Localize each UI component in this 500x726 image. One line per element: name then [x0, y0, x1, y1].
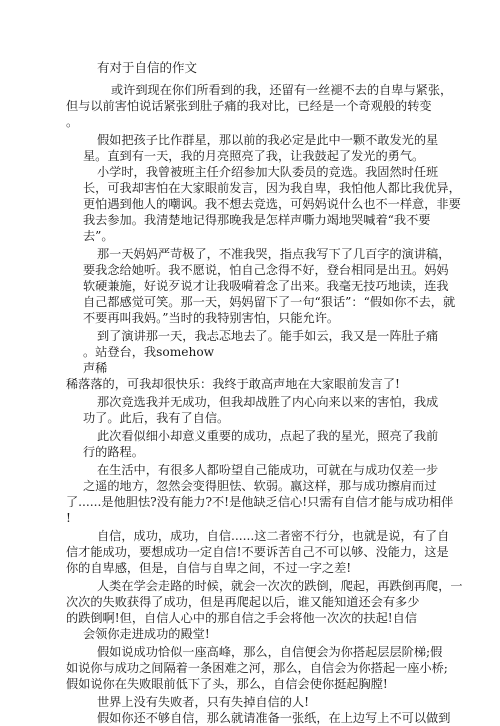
text-line: 我去参加。我清楚地记得那晚我是怎样声嘶力竭地哭喊着“我不要	[83, 213, 431, 227]
text-line: 稀落落的，可我却很快乐：我终于敢高声地在大家眼前发言了!	[66, 377, 400, 391]
text-line: 自己都感觉可笑。那一天，妈妈留下了一句“狠话”：“假如你不去，就	[83, 295, 456, 309]
text-line: 之遥的地方，忽然会变得胆怯、软弱。嬴这样，那与成功擦肩而过	[83, 479, 437, 493]
document-title: 有对于自信的作文	[97, 60, 198, 75]
text-line: 自信，成功，成功，自信......这二者密不行分，也就是说，有了自	[97, 529, 450, 543]
text-line: 假如说成功恰似一座高峰，那么，自信便会为你搭起层层阶梯;假	[97, 645, 443, 659]
text-line: 星。直到有一天，我的月亮照亮了我，让我鼓起了发光的勇气。	[83, 149, 425, 163]
text-line: 或许到现在你们所看到的我，还留有一丝褪不去的自卑与紧张，	[111, 83, 453, 97]
text-line: 那一天妈妈严苛极了，不准我哭，指点我写下了几百字的演讲稿，	[97, 247, 451, 261]
text-line: 但与以前害怕说话紧张到肚子痛的我对比，已经是一个奇观般的转变	[66, 99, 432, 113]
text-line: 小学时，我曾被班主任介绍参加大队委员的竞选。我固然时任班	[97, 165, 439, 179]
text-line: 在生活中，有很多人都吩望自己能成功，可就在与成功仅差一步	[97, 463, 439, 477]
text-line: 不要再叫我妈。”当时的我特别害怕，只能允许。	[83, 311, 340, 325]
text-line: 世界上没有失败者，只有失掉自信的人!	[97, 695, 310, 709]
text-line: 次次的失败获得了成功，但是再爬起以后，谁又能知道还会有多少	[66, 595, 420, 609]
text-line: 功了。此后，我有了自信。	[83, 411, 230, 425]
text-line: 软硬兼施，好说歹说才让我吸嗬着念了出来。我毫无技巧地读，连我	[83, 279, 449, 293]
text-line: 此次看似细小却意义重要的成功，点起了我的星光，照亮了我前	[97, 429, 439, 443]
text-line: 假如你还不够自信，那么就请准备一张纸，在上边写上不可以做到	[97, 711, 451, 725]
text-line: 。站登台，我somehow	[83, 345, 215, 359]
text-line: 如说你与成功之间隔着一条困难之河，那么，自信会为你搭起一座小桥;	[66, 661, 448, 675]
text-line: 了......是他胆怯?没有能力?不!是他缺乏信心!只需有自信才能与成功相伴	[66, 495, 454, 509]
text-line: 更怕遇到他人的嘲讽。我不想去竞选，可妈妈说什么也不一样意，非要	[83, 197, 461, 211]
text-line: 假如说你在失败眼前低下了头，那么，自信会使你挺起胸膛!	[66, 677, 388, 691]
text-line: 那次竞选我并无成功，但我却战胜了内心向来以来的害怕，我成	[97, 395, 439, 409]
text-line: 。	[66, 115, 79, 129]
text-line: 去”。	[83, 229, 114, 243]
text-line: 长，可我却害怕在大家眼前发言，因为我自卑，我怕他人都比我优异，	[83, 181, 461, 195]
text-line: 会领你走进成功的殿堂!	[83, 627, 210, 641]
text-line: 的跌倒啊!但，自信人心中的那自信之手会将他一次次的扶起!自信	[66, 611, 418, 625]
text-line: 要我念给她听。我不愿说，怕自己念得不好，登台相同是出丑。妈妈	[83, 263, 449, 277]
text-line: 人类在学会走路的时候，就会一次次的跌倒，爬起，再跌倒再爬，一	[97, 579, 463, 593]
text-line: 声稀	[83, 361, 108, 375]
text-line: 假如把孩子比作群星，那以前的我必定是此中一颗不敢发光的星	[97, 133, 439, 147]
text-line: 信才能成功，要想成功一定自信!不要诉苦自己不可以够、没能力，这是	[66, 545, 449, 559]
text-line: 到了演讲那一天，我忐忑地去了。能手如云，我又是一阵肚子痛	[97, 329, 439, 343]
text-line: 你的自卑感，但是，自信与自卑之间，不过一字之差!	[66, 561, 352, 575]
text-line: !	[66, 511, 71, 525]
text-line: 行的路程。	[83, 445, 144, 459]
